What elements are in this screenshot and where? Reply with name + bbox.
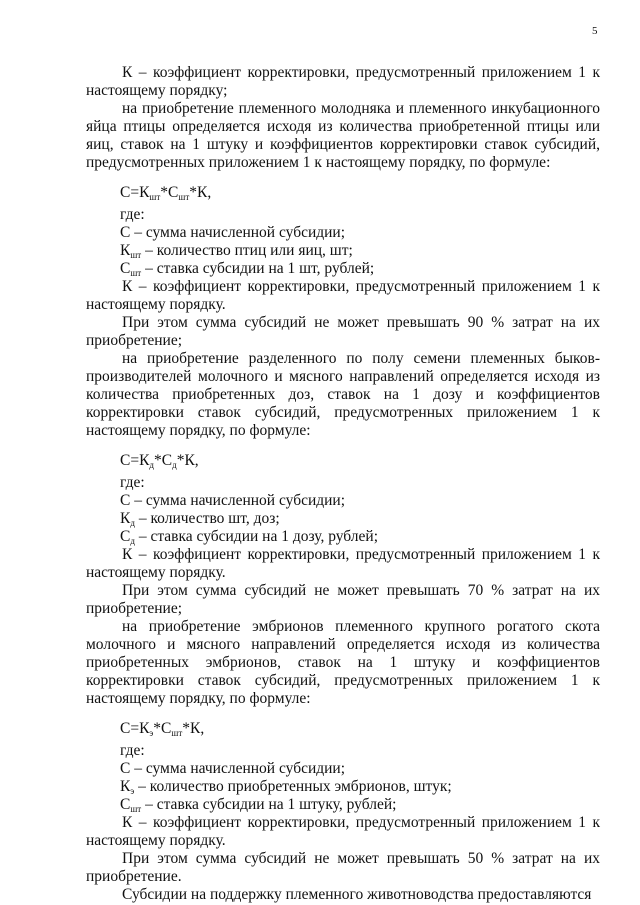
paragraph: на приобретение разделенного по полу семени племенных быков-производителей молочного и мясного направлений определяется исходя из количества приобретенных доз, ставок на 1 дозу и коэффициентов корректировки ставок субсидий, предусмотренных приложением 1 к настоящему порядку, по формуле: [86, 350, 600, 439]
text-run: С [120, 796, 131, 813]
paragraph: К – коэффициент корректировки, предусмотренный приложением 1 к настоящему порядку. [86, 546, 600, 581]
text-run: – ставка субсидии на 1 дозу, рублей; [134, 528, 379, 545]
subscript: э [130, 786, 135, 796]
paragraph: К – коэффициент корректировки, предусмотренный приложением 1 к настоящему порядку; [86, 64, 600, 99]
definition-line: С – сумма начисленной субсидии; [120, 760, 346, 777]
text-run: С=К [120, 720, 150, 737]
text-run: – количество птиц или яиц, шт; [141, 242, 353, 259]
text-run: *С [153, 720, 172, 737]
subscript: шт [178, 192, 190, 202]
text-run: С [120, 260, 131, 277]
text-run: *С [154, 452, 173, 469]
subscript: д [149, 460, 155, 470]
formula [120, 452, 600, 470]
page-number: 5 [592, 25, 598, 37]
definition-line: где: [120, 206, 145, 223]
text-run: К [120, 778, 131, 795]
text-run: К [120, 242, 131, 259]
paragraph: Субсидии на поддержку племенного животноводства предоставляются [122, 886, 592, 903]
paragraph: К – коэффициент корректировки, предусмотренный приложением 1 к настоящему порядку. [86, 278, 600, 313]
definition-line: где: [120, 474, 145, 491]
formula [120, 184, 600, 202]
subscript: шт [130, 804, 142, 814]
paragraph: При этом сумма субсидий не может превышать 70 % затрат на их приобретение; [86, 582, 600, 617]
text-run: *С [160, 184, 179, 201]
text-run: – количество шт, доз; [134, 510, 280, 527]
definition-line [86, 242, 600, 260]
definition-line [86, 260, 600, 278]
subscript: шт [171, 728, 183, 738]
subscript: шт [149, 192, 161, 202]
text-run: *К, [189, 184, 212, 201]
definition-line [86, 510, 600, 528]
formula [120, 720, 600, 738]
definition-line: С – сумма начисленной субсидии; [120, 492, 346, 509]
text-run: С=К [120, 184, 150, 201]
paragraph: на приобретение племенного молодняка и племенного инкубационного яйца птицы определяется исходя из количества приобретенной птицы или яиц, ставок на 1 штуку и коэффициентов корректировки ставок субсидий, предусмотренных приложением 1 к настоящему порядку, по формуле: [86, 100, 600, 171]
text-run: – количество приобретенных эмбрионов, штук; [134, 778, 452, 795]
paragraph: К – коэффициент корректировки, предусмотренный приложением 1 к настоящему порядку. [86, 814, 600, 849]
subscript: шт [130, 268, 142, 278]
text-run: С [120, 528, 131, 545]
text-run: – ставка субсидии на 1 шт, рублей; [141, 260, 375, 277]
definition-line: С – сумма начисленной субсидии; [120, 224, 346, 241]
text-run: С=К [120, 452, 150, 469]
definition-line [86, 778, 600, 796]
paragraph: При этом сумма субсидий не может превышать 90 % затрат на их приобретение; [86, 314, 600, 349]
subscript: э [149, 728, 154, 738]
definition-line [86, 528, 600, 546]
subscript: д [172, 460, 177, 470]
definition-line [86, 796, 600, 814]
document-body [86, 64, 600, 904]
paragraph: на приобретение эмбрионов племенного крупного рогатого скота молочного и мясного направлений определяется исходя из количества приобретенных эмбрионов, ставок на 1 штуку и коэффициентов корректировки ставок субсидий, предусмотренных приложением 1 к настоящему порядку, по формуле: [86, 618, 600, 707]
text-run: – ставка субсидии на 1 штуку, рублей; [141, 796, 397, 813]
subscript: д [130, 536, 135, 546]
paragraph: При этом сумма субсидий не может превышать 50 % затрат на их приобретение. [86, 850, 600, 885]
text-run: К [120, 510, 131, 527]
text-run: *К, [182, 720, 205, 737]
subscript: шт [130, 250, 142, 260]
text-run: *К, [176, 452, 199, 469]
definition-line: где: [120, 742, 145, 759]
subscript: д [130, 518, 135, 528]
